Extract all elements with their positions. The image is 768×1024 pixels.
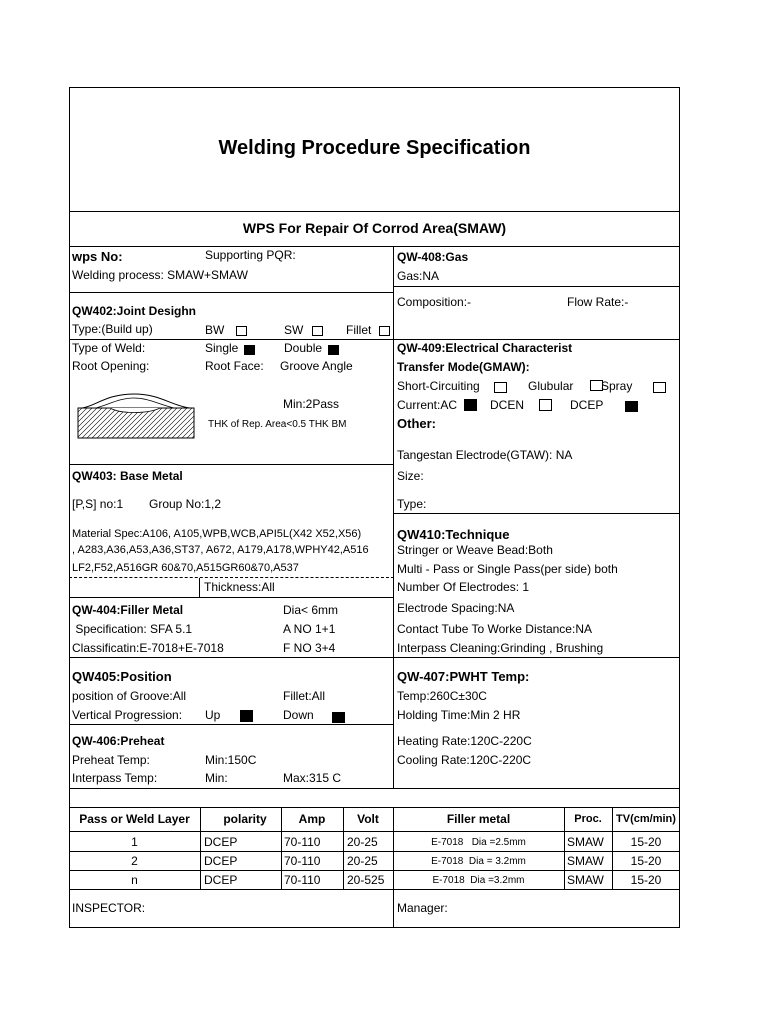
min-pass: Min:2Pass [283, 397, 340, 411]
pwht-temp: Temp:260C±30C [397, 689, 487, 703]
divider [69, 211, 680, 212]
composition: Composition:- [397, 295, 472, 309]
table-cell: 70-110 [284, 873, 321, 887]
table-cell: 1 [131, 835, 138, 849]
specification: Specification: SFA 5.1 [72, 622, 193, 636]
supporting-pqr: Supporting PQR: [205, 248, 296, 262]
preheat-temp: Preheat Temp: [72, 753, 150, 767]
interpass-temp: Interpass Temp: [72, 771, 158, 785]
double-label: Double [284, 341, 323, 355]
inspector-label: INSPECTOR: [72, 901, 146, 915]
number-electrodes: Number Of Electrodes: 1 [397, 580, 530, 594]
spray-checkbox[interactable] [653, 382, 666, 393]
table-cell: SMAW [567, 873, 604, 887]
thk-note: THK of Rep. Area<0.5 THK BM [208, 419, 347, 430]
interpass-max: Max:315 C [283, 771, 342, 785]
frame-top [69, 87, 680, 88]
frame-bottom [69, 927, 680, 928]
ps-no: [P,S] no:1 [72, 497, 124, 511]
size-label: Size: [397, 469, 424, 483]
divider [69, 807, 680, 808]
qw403-title: QW403: Base Metal [72, 469, 183, 483]
qw405-title: QW405:Position [72, 669, 172, 684]
page-subtitle: WPS For Repair Of Corrod Area(SMAW) [242, 220, 507, 236]
table-header: Filler metal [446, 812, 511, 826]
contact-tube: Contact Tube To Worke Distance:NA [397, 622, 592, 636]
qw408-title: QW-408:Gas [397, 250, 469, 264]
dcep-label: DCEP [570, 398, 604, 412]
gas: Gas:NA [397, 269, 440, 283]
divider [69, 724, 394, 725]
position-groove: position of Groove:All [72, 689, 187, 703]
qw410-title: QW410:Technique [397, 527, 510, 542]
thickness-separator [199, 578, 200, 598]
sw-checkbox[interactable] [312, 326, 323, 336]
table-cell: E-7018 Dia =3.2mm [432, 875, 525, 886]
divider [69, 831, 680, 832]
divider [393, 286, 680, 287]
current-ac-label: Current:AC [397, 398, 458, 412]
divider [393, 513, 680, 514]
table-cell: 15-20 [630, 835, 662, 849]
table-cell: SMAW [567, 854, 604, 868]
table-header: Pass or Weld Layer [79, 812, 190, 826]
table-cell: E-7018 Dia = 3.2mm [431, 856, 526, 867]
divider [69, 597, 394, 598]
interpass-min: Min: [205, 771, 228, 785]
dcep-checkbox[interactable] [625, 401, 638, 412]
table-cell: n [131, 873, 138, 887]
glubular-label: Glubular [528, 379, 574, 393]
divider [69, 889, 680, 890]
manager-label: Manager: [397, 901, 448, 915]
root-face: Root Face: [205, 359, 264, 373]
divider [69, 851, 680, 852]
table-cell: 2 [131, 854, 138, 868]
material-spec-line: Material Spec:A106, A105,WPB,WCB,API5L(X42 X52,X56) [72, 528, 362, 540]
qw404-title: QW-404:Filler Metal [72, 603, 184, 617]
table-cell: 20-25 [347, 854, 378, 868]
short-circuiting-label: Short-Circuiting [397, 379, 480, 393]
table-cell: 15-20 [630, 854, 662, 868]
divider [69, 788, 680, 789]
table-cell: DCEP [204, 854, 238, 868]
table-cell: 20-525 [347, 873, 385, 887]
single-label: Single [205, 341, 239, 355]
a-no: A NO 1+1 [283, 622, 336, 636]
dcen-checkbox[interactable] [539, 399, 552, 411]
f-no: F NO 3+4 [283, 641, 336, 655]
table-cell: DCEP [204, 835, 238, 849]
stringer-weave: Stringer or Weave Bead:Both [397, 543, 553, 557]
table-cell: E-7018 Dia =2.5mm [431, 837, 526, 848]
electrode-spacing: Electrode Spacing:NA [397, 601, 515, 615]
short-circuiting-checkbox[interactable] [494, 382, 507, 393]
table-header: Proc. [574, 813, 602, 825]
wps-no-label: wps No: [72, 249, 123, 264]
type-build-up: Type:(Build up) [72, 322, 153, 336]
page-title: Welding Procedure Specification [218, 137, 531, 159]
down-checkbox[interactable] [332, 712, 345, 723]
dia: Dia< 6mm [283, 603, 339, 617]
other-label: Other: [397, 416, 436, 431]
fillet-label: Fillet [346, 323, 372, 337]
qw407-title: QW-407:PWHT Temp: [397, 669, 530, 684]
thickness: Thickness:All [204, 580, 275, 594]
frame-right [679, 87, 680, 928]
up-checkbox[interactable] [240, 710, 253, 722]
table-header: polarity [223, 812, 267, 826]
preheat-min: Min:150C [205, 753, 257, 767]
column-divider [393, 246, 394, 789]
bw-checkbox[interactable] [236, 326, 247, 336]
divider [69, 246, 680, 247]
table-cell: SMAW [567, 835, 604, 849]
fillet-checkbox[interactable] [379, 326, 390, 336]
divider [69, 870, 680, 871]
material-spec-line: LF2,F52,A516GR 60&70,A515GR60&70,A537 [72, 562, 299, 574]
groove-angle: Groove Angle [280, 359, 353, 373]
frame-left [69, 87, 70, 928]
double-checkbox[interactable] [328, 345, 339, 355]
sw-label: SW [284, 323, 304, 337]
joint-sketch-image [76, 384, 196, 442]
flow-rate: Flow Rate:- [567, 295, 629, 309]
classification: Classificatin:E-7018+E-7018 [72, 641, 224, 655]
qw406-title: QW-406:Preheat [72, 734, 165, 748]
holding-time: Holding Time:Min 2 HR [397, 708, 521, 722]
table-header: TV(cm/min) [616, 813, 676, 825]
table-header: Volt [357, 812, 379, 826]
table-header: Amp [298, 812, 326, 826]
ac-checkbox[interactable] [464, 399, 477, 411]
dcen-label: DCEN [490, 398, 525, 412]
cooling-rate: Cooling Rate:120C-220C [397, 753, 532, 767]
fillet-all: Fillet:All [283, 689, 326, 703]
vertical-progression: Vertical Progression: [72, 708, 183, 722]
table-cell: 70-110 [284, 854, 321, 868]
up-label: Up [205, 708, 221, 722]
divider [69, 657, 680, 658]
column-divider [393, 889, 394, 928]
dashed-divider [69, 577, 394, 578]
multi-pass: Multi - Pass or Single Pass(per side) both [397, 562, 618, 576]
welding-process: Welding process: SMAW+SMAW [72, 268, 248, 282]
type-label: Type: [397, 497, 427, 511]
table-cell: 20-25 [347, 835, 378, 849]
material-spec-line: , A283,A36,A53,A36,ST37, A672, A179,A178,WPHY42,A516 [72, 544, 369, 556]
down-label: Down [283, 708, 314, 722]
transfer-mode: Transfer Mode(GMAW): [397, 360, 530, 374]
table-cell: 70-110 [284, 835, 321, 849]
interpass-cleaning: Interpass Cleaning:Grinding , Brushing [397, 641, 604, 655]
table-cell: 15-20 [630, 873, 662, 887]
table-cell: DCEP [204, 873, 238, 887]
group-no: Group No:1,2 [149, 497, 222, 511]
type-of-weld: Type of Weld: [72, 341, 146, 355]
divider [69, 339, 680, 340]
heating-rate: Heating Rate:120C-220C [397, 734, 532, 748]
qw402-title: QW402:Joint Desighn [72, 304, 197, 318]
single-checkbox[interactable] [244, 345, 255, 355]
root-opening: Root Opening: [72, 359, 150, 373]
spray-label: Spray [601, 379, 633, 393]
divider [69, 464, 394, 465]
divider [69, 292, 394, 293]
tangestan-electrode: Tangestan Electrode(GTAW): NA [397, 448, 573, 462]
qw409-title: QW-409:Electrical Characterist [397, 341, 573, 355]
bw-label: BW [205, 323, 225, 337]
